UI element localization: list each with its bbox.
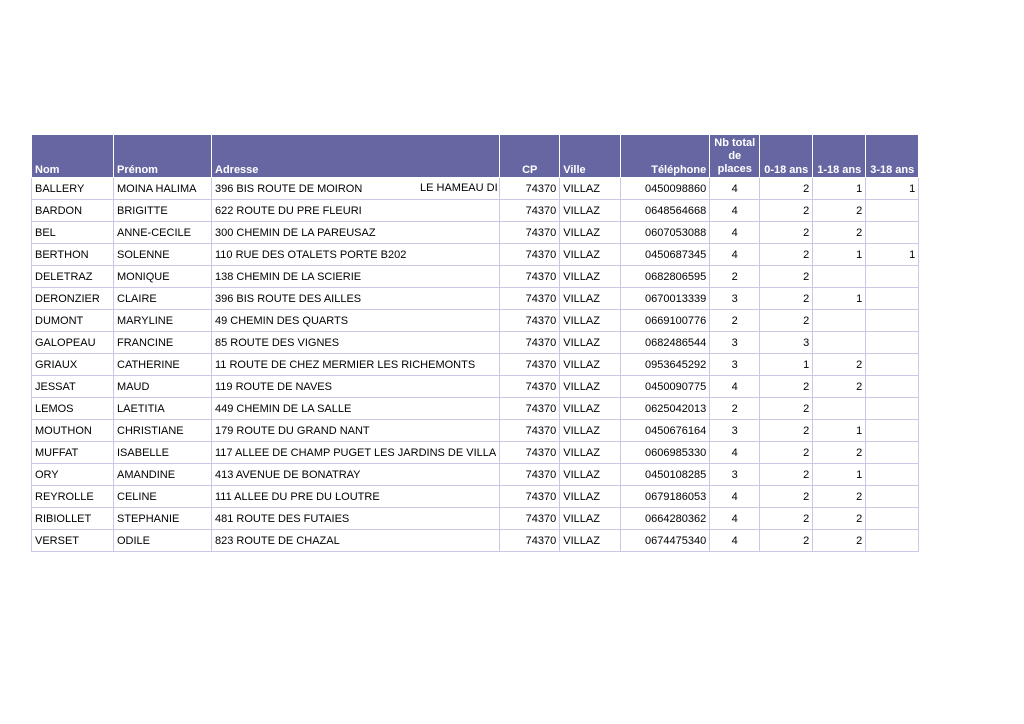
address-line: 449 CHEMIN DE LA SALLE	[215, 402, 352, 415]
cell-cp: 74370	[500, 530, 560, 552]
cell-cp: 74370	[500, 332, 560, 354]
header-row	[32, 135, 919, 178]
cell-prenom: MAUD	[114, 376, 212, 398]
cell-telephone: 0450676164	[621, 420, 710, 442]
cell-1-18: 2	[813, 486, 866, 508]
cell-prenom: MONIQUE	[114, 266, 212, 288]
cell-0-18: 2	[760, 178, 813, 200]
table-row	[32, 376, 919, 398]
cell-telephone: 0682806595	[621, 266, 710, 288]
cell-ville: VILLAZ	[560, 486, 621, 508]
cell-adresse	[212, 442, 500, 464]
cell-0-18: 2	[760, 376, 813, 398]
cell-0-18: 2	[760, 508, 813, 530]
cell-3-18	[866, 200, 919, 222]
cell-adresse	[212, 244, 500, 266]
cell-prenom: MARYLINE	[114, 310, 212, 332]
cell-ville: VILLAZ	[560, 310, 621, 332]
cell-3-18: 1	[866, 178, 919, 200]
cell-nom: BALLERY	[32, 178, 114, 200]
cell-cp: 74370	[500, 244, 560, 266]
cell-nom: ORY	[32, 464, 114, 486]
cell-1-18: 2	[813, 442, 866, 464]
cell-ville: VILLAZ	[560, 332, 621, 354]
cell-0-18: 2	[760, 442, 813, 464]
address-line: 413 AVENUE DE BONATRAY	[215, 468, 361, 481]
cell-telephone: 0664280362	[621, 508, 710, 530]
cell-telephone: 0625042013	[621, 398, 710, 420]
address-line: 85 ROUTE DES VIGNES	[215, 336, 340, 349]
cell-nb-places: 4	[710, 442, 760, 464]
header-adresse: Adresse	[212, 135, 500, 178]
cell-0-18: 2	[760, 530, 813, 552]
cell-3-18	[866, 486, 919, 508]
address-line: 622 ROUTE DU PRE FLEURI	[215, 204, 362, 217]
cell-prenom: ODILE	[114, 530, 212, 552]
cell-adresse	[212, 420, 500, 442]
table-row	[32, 354, 919, 376]
header-cp: CP	[500, 135, 560, 178]
cell-nom: GRIAUX	[32, 354, 114, 376]
cell-adresse	[212, 310, 500, 332]
cell-ville: VILLAZ	[560, 376, 621, 398]
header-nom: Nom	[32, 135, 114, 178]
cell-ville: VILLAZ	[560, 222, 621, 244]
cell-nb-places: 4	[710, 530, 760, 552]
cell-nom: LEMOS	[32, 398, 114, 420]
cell-3-18	[866, 420, 919, 442]
cell-adresse	[212, 266, 500, 288]
cell-nom: DUMONT	[32, 310, 114, 332]
cell-cp: 74370	[500, 266, 560, 288]
cell-1-18: 1	[813, 288, 866, 310]
cell-cp: 74370	[500, 178, 560, 200]
cell-cp: 74370	[500, 442, 560, 464]
cell-prenom: CLAIRE	[114, 288, 212, 310]
cell-adresse	[212, 376, 500, 398]
cell-ville: VILLAZ	[560, 464, 621, 486]
address-line: 138 CHEMIN DE LA SCIERIE	[215, 270, 362, 283]
cell-3-18	[866, 266, 919, 288]
table-row	[32, 310, 919, 332]
cell-3-18	[866, 288, 919, 310]
cell-1-18	[813, 266, 866, 288]
cell-nom: RIBIOLLET	[32, 508, 114, 530]
cell-nb-places: 2	[710, 266, 760, 288]
cell-0-18: 2	[760, 222, 813, 244]
address-line: 119 ROUTE DE NAVES	[215, 380, 332, 393]
address-line: 481 ROUTE DES FUTAIES	[215, 512, 350, 525]
cell-nom: JESSAT	[32, 376, 114, 398]
table-row	[32, 266, 919, 288]
cell-cp: 74370	[500, 508, 560, 530]
cell-cp: 74370	[500, 420, 560, 442]
cell-1-18	[813, 310, 866, 332]
cell-0-18: 2	[760, 486, 813, 508]
cell-cp: 74370	[500, 354, 560, 376]
cell-nb-places: 3	[710, 288, 760, 310]
cell-ville: VILLAZ	[560, 442, 621, 464]
header-1-18: 1-18 ans	[813, 135, 866, 178]
cell-3-18	[866, 398, 919, 420]
cell-adresse	[212, 486, 500, 508]
cell-cp: 74370	[500, 376, 560, 398]
cell-cp: 74370	[500, 464, 560, 486]
cell-nom: BARDON	[32, 200, 114, 222]
cell-0-18: 2	[760, 420, 813, 442]
cell-nb-places: 4	[710, 200, 760, 222]
cell-prenom: LAETITIA	[114, 398, 212, 420]
table-row	[32, 332, 919, 354]
cell-telephone: 0450108285	[621, 464, 710, 486]
header-3-18: 3-18 ans	[866, 135, 919, 178]
cell-ville: VILLAZ	[560, 178, 621, 200]
address-line: 179 ROUTE DU GRAND NANT	[215, 424, 370, 437]
header-nb-places: Nb total de places	[710, 135, 760, 178]
cell-ville: VILLAZ	[560, 508, 621, 530]
table-row	[32, 222, 919, 244]
cell-adresse	[212, 288, 500, 310]
cell-adresse	[212, 332, 500, 354]
cell-telephone: 0679186053	[621, 486, 710, 508]
cell-ville: VILLAZ	[560, 420, 621, 442]
address-line: 110 RUE DES OTALETS PORTE B202	[215, 248, 407, 261]
table-row	[32, 442, 919, 464]
cell-nb-places: 4	[710, 178, 760, 200]
cell-1-18: 1	[813, 178, 866, 200]
cell-adresse	[212, 178, 500, 200]
cell-ville: VILLAZ	[560, 244, 621, 266]
cell-nb-places: 3	[710, 464, 760, 486]
cell-cp: 74370	[500, 222, 560, 244]
cell-0-18: 2	[760, 288, 813, 310]
cell-0-18: 2	[760, 310, 813, 332]
cell-1-18: 2	[813, 200, 866, 222]
cell-adresse	[212, 530, 500, 552]
cell-prenom: AMANDINE	[114, 464, 212, 486]
address-line: 11 ROUTE DE CHEZ MERMIER LES RICHEMONTS	[215, 358, 476, 371]
cell-1-18: 2	[813, 354, 866, 376]
cell-ville: VILLAZ	[560, 266, 621, 288]
table-row	[32, 178, 919, 200]
cell-prenom: BRIGITTE	[114, 200, 212, 222]
address-line: 396 BIS ROUTE DES AILLES	[215, 292, 362, 305]
address-line: 111 ALLEE DU PRE DU LOUTRE	[215, 490, 380, 503]
table-row	[32, 200, 919, 222]
cell-1-18: 2	[813, 530, 866, 552]
cell-nom: BEL	[32, 222, 114, 244]
cell-cp: 74370	[500, 310, 560, 332]
cell-telephone: 0607053088	[621, 222, 710, 244]
cell-telephone: 0953645292	[621, 354, 710, 376]
cell-nom: GALOPEAU	[32, 332, 114, 354]
cell-prenom: MOINA HALIMA	[114, 178, 212, 200]
header-telephone: Téléphone	[621, 135, 710, 178]
cell-nb-places: 4	[710, 222, 760, 244]
cell-telephone: 0682486544	[621, 332, 710, 354]
cell-prenom: CELINE	[114, 486, 212, 508]
cell-prenom: FRANCINE	[114, 332, 212, 354]
cell-1-18: 1	[813, 420, 866, 442]
cell-adresse	[212, 508, 500, 530]
cell-nom: DERONZIER	[32, 288, 114, 310]
cell-telephone: 0450090775	[621, 376, 710, 398]
cell-0-18: 2	[760, 200, 813, 222]
header-ville: Ville	[560, 135, 621, 178]
assistantes-maternelles-table	[31, 134, 919, 552]
cell-adresse	[212, 354, 500, 376]
table-row	[32, 486, 919, 508]
table-row	[32, 420, 919, 442]
header-0-18: 0-18 ans	[760, 135, 813, 178]
cell-nb-places: 4	[710, 376, 760, 398]
cell-nom: REYROLLE	[32, 486, 114, 508]
cell-prenom: CATHERINE	[114, 354, 212, 376]
cell-prenom: SOLENNE	[114, 244, 212, 266]
cell-ville: VILLAZ	[560, 354, 621, 376]
cell-0-18: 2	[760, 398, 813, 420]
cell-telephone: 0450098860	[621, 178, 710, 200]
cell-prenom: ANNE-CECILE	[114, 222, 212, 244]
cell-1-18: 1	[813, 464, 866, 486]
cell-1-18: 2	[813, 508, 866, 530]
cell-3-18: 1	[866, 244, 919, 266]
cell-3-18	[866, 508, 919, 530]
cell-nb-places: 4	[710, 508, 760, 530]
cell-telephone: 0669100776	[621, 310, 710, 332]
cell-nom: MUFFAT	[32, 442, 114, 464]
cell-telephone: 0670013339	[621, 288, 710, 310]
cell-telephone: 0606985330	[621, 442, 710, 464]
table-row	[32, 508, 919, 530]
cell-0-18: 3	[760, 332, 813, 354]
cell-prenom: CHRISTIANE	[114, 420, 212, 442]
cell-telephone: 0648564668	[621, 200, 710, 222]
cell-0-18: 2	[760, 464, 813, 486]
cell-1-18: 2	[813, 222, 866, 244]
cell-cp: 74370	[500, 398, 560, 420]
address-line: 396 BIS ROUTE DE MOIRON	[215, 182, 363, 195]
cell-telephone: 0450687345	[621, 244, 710, 266]
cell-adresse	[212, 398, 500, 420]
cell-nom: VERSET	[32, 530, 114, 552]
header-prenom: Prénom	[114, 135, 212, 178]
cell-nb-places: 3	[710, 354, 760, 376]
cell-cp: 74370	[500, 288, 560, 310]
cell-nom: DELETRAZ	[32, 266, 114, 288]
table-row	[32, 398, 919, 420]
cell-3-18	[866, 464, 919, 486]
address-line: 300 CHEMIN DE LA PAREUSAZ	[215, 226, 376, 239]
address-line: 823 ROUTE DE CHAZAL	[215, 534, 340, 547]
address-complement: LE HAMEAU DI	[420, 182, 498, 194]
cell-nb-places: 2	[710, 398, 760, 420]
cell-nom: MOUTHON	[32, 420, 114, 442]
cell-3-18	[866, 354, 919, 376]
cell-ville: VILLAZ	[560, 200, 621, 222]
table-row	[32, 464, 919, 486]
cell-nb-places: 3	[710, 332, 760, 354]
cell-ville: VILLAZ	[560, 530, 621, 552]
cell-prenom: STEPHANIE	[114, 508, 212, 530]
cell-1-18: 2	[813, 376, 866, 398]
cell-prenom: ISABELLE	[114, 442, 212, 464]
cell-3-18	[866, 222, 919, 244]
table-row	[32, 288, 919, 310]
cell-adresse	[212, 464, 500, 486]
cell-nb-places: 4	[710, 244, 760, 266]
cell-ville: VILLAZ	[560, 398, 621, 420]
cell-3-18	[866, 376, 919, 398]
cell-telephone: 0674475340	[621, 530, 710, 552]
cell-3-18	[866, 310, 919, 332]
cell-nb-places: 3	[710, 420, 760, 442]
cell-0-18: 2	[760, 266, 813, 288]
address-line: 117 ALLEE DE CHAMP PUGET LES JARDINS DE VILLA	[215, 446, 497, 459]
cell-1-18	[813, 332, 866, 354]
address-line: 49 CHEMIN DES QUARTS	[215, 314, 349, 327]
cell-adresse	[212, 222, 500, 244]
cell-1-18	[813, 398, 866, 420]
cell-3-18	[866, 530, 919, 552]
cell-cp: 74370	[500, 200, 560, 222]
table-row	[32, 244, 919, 266]
cell-nb-places: 4	[710, 486, 760, 508]
cell-0-18: 2	[760, 244, 813, 266]
cell-nom: BERTHON	[32, 244, 114, 266]
cell-cp: 74370	[500, 486, 560, 508]
cell-3-18	[866, 442, 919, 464]
cell-1-18: 1	[813, 244, 866, 266]
cell-0-18: 1	[760, 354, 813, 376]
cell-nb-places: 2	[710, 310, 760, 332]
cell-ville: VILLAZ	[560, 288, 621, 310]
table-row	[32, 530, 919, 552]
cell-3-18	[866, 332, 919, 354]
cell-adresse	[212, 200, 500, 222]
